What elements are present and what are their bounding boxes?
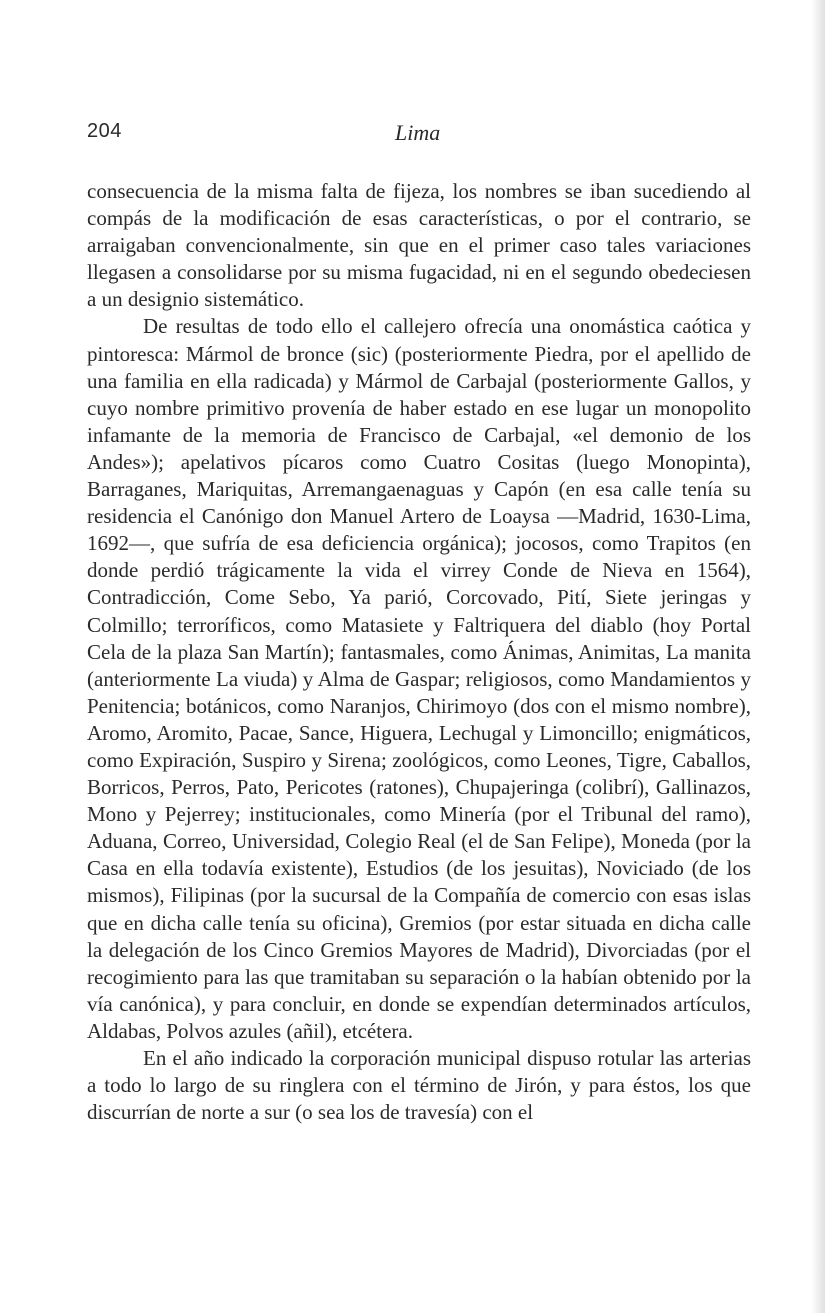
running-title: Lima bbox=[395, 120, 441, 145]
page-number: 204 bbox=[87, 120, 122, 142]
paragraph-3: En el año indicado la corporación municipal dispuso rotular las arterias a todo lo largo de su ringlera con el término de Jirón, y para éstos, los que discurrían de norte a sur (o sea los de travesía) con el bbox=[87, 1046, 751, 1125]
paragraph-1: consecuencia de la misma falta de fijeza, los nombres se iban sucediendo al compás de la modificación de esas características, o por el contrario, se arraigaban convencionalmente, sin que en el primer caso tales variaciones llegasen a consolidarse por su misma fugacidad, ni en el segundo obedeciesen a un designio sistemático. bbox=[87, 179, 751, 312]
page-edge-shadow bbox=[811, 0, 825, 1313]
paragraph-2: De resultas de todo ello el callejero ofrecía una onomástica caótica y pintoresca: Mármol de bronce (sic) (posteriormente Piedra, por el apellido de una familia en ella radicada) y Mármol de Carbajal (posteriormente Gallos, y cuyo nombre primitivo provenía de haber estado en ese lugar un monopolito infamante de la memoria de Francisco de Carbajal, «el demonio de los Andes»); apelativos pícaros como Cuatro Cositas (luego Monopinta), Barraganes, Mariquitas, Arremangaenaguas y Capón (en esa calle tenía su residencia el Canónigo don Manuel Artero de Loaysa —Madrid, 1630-Lima, 1692—, que sufría de esa deficiencia orgánica); jocosos, como Trapitos (en donde perdió trágicamente la vida el virrey Conde de Nieva en 1564), Contradicción, Come Sebo, Ya parió, Corcovado, Pití, Siete jeringas y Colmillo; terroríficos, como Matasiete y Faltriquera del diablo (hoy Portal Cela de la plaza San Martín); fantasmales, como Ánimas, Animitas, La manita (anteriormente La viuda) y Alma de Gaspar; religiosos, como Mandamientos y Penitencia; botánicos, como Naranjos, Chirimoyo (dos con el mismo nombre), Aromo, Aromito, Pacae, Sance, Higuera, Lechugal y Limoncillo; enigmáticos, como Expiración, Suspiro y Sirena; zoológicos, como Leones, Tigre, Caballos, Borricos, Perros, Pato, Pericotes (ratones), Chupajeringa (colibrí), Gallinazos, Mono y Pejerrey; institucionales, como Minería (por el Tribunal del ramo), Aduana, Correo, Universidad, Colegio Real (el de San Felipe), Moneda (por la Casa en ella todavía existente), Estudios (de los jesuitas), Noviciado (de los mismos), Filipinas (por la sucursal de la Compañía de comercio con esas islas que en dicha calle tenía su oficina), Gremios (por estar situada en dicha calle la delegación de los Cinco Gremios Mayores de Madrid), Divorciadas (por el recogimiento para las que tramitaban su separación o la habían obtenido por la vía canónica), y para concluir, en donde se expendían determinados artículos, Aldabas, Polvos azules (añil), etcétera. bbox=[87, 314, 751, 1043]
body-text bbox=[87, 178, 751, 1126]
page-header bbox=[87, 120, 747, 150]
